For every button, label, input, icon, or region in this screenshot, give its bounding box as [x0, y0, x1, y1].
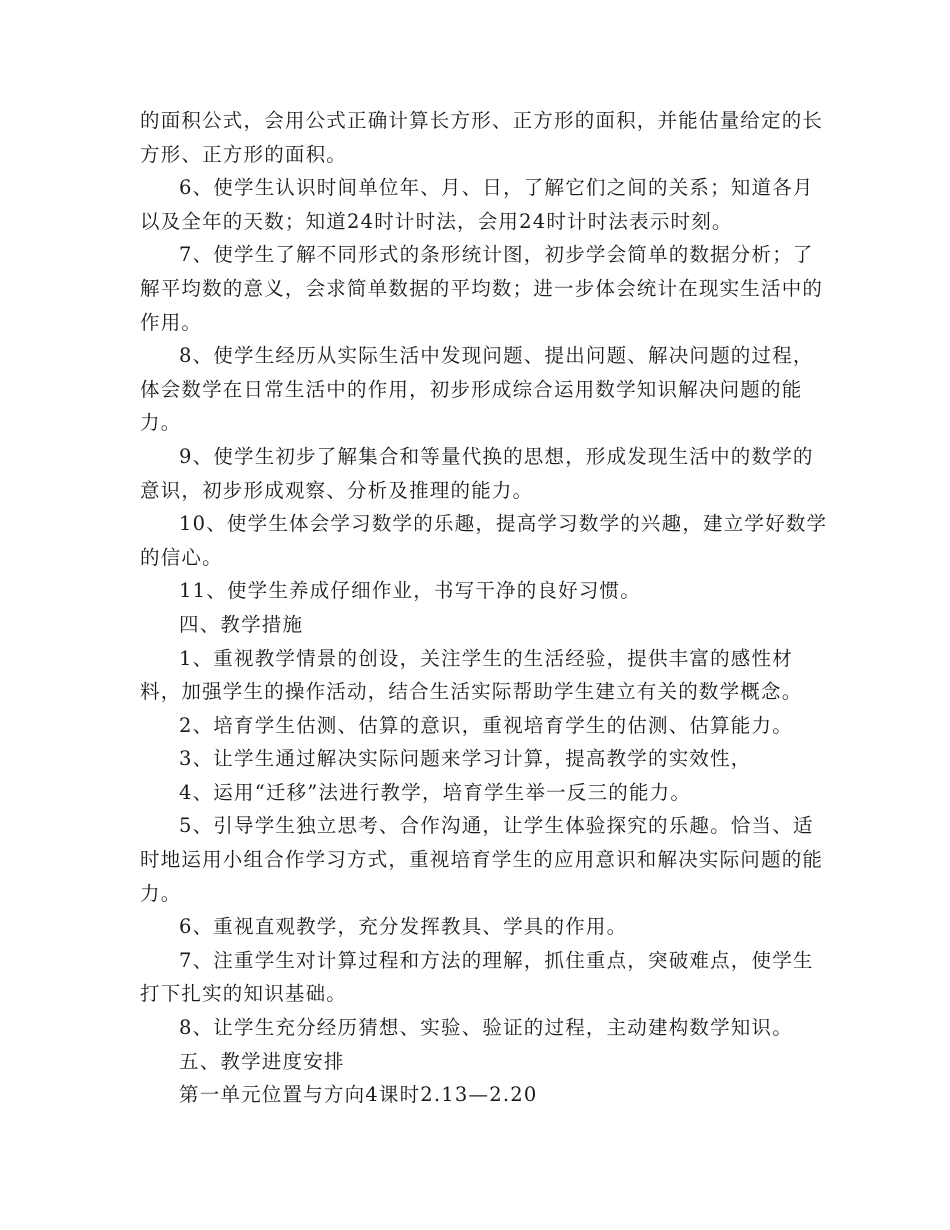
paragraph-measure-6: 6、重视直观教学，充分发挥教具、学具的作用。: [179, 915, 628, 939]
paragraph-measure-1: 1、重视教学情景的创设，关注学生的生活经验，提供丰富的感性材料，加强学生的操作活动，结合生活实际帮助学生建立有关的数学概念。: [140, 646, 803, 704]
paragraph-goal-7-statistics: 7、使学生了解不同形式的条形统计图，初步学会简单的数据分析；了解平均数的意义，会求简单数据的平均数；进一步体会统计在现实生活中的作用。: [140, 243, 824, 334]
paragraph-measure-4: 4、运用“迁移”法进行教学，培育学生举一反三的能力。: [179, 780, 692, 804]
paragraph-goal-6-time-units: 6、使学生认识时间单位年、月、日，了解它们之间的关系；知道各月以及全年的天数；知道24时计时法，会用24时计时法表示时刻。: [140, 176, 814, 233]
paragraph-goal-11-habits: 11、使学生养成仔细作业，书写干净的良好习惯。: [179, 579, 641, 603]
paragraph-measure-3: 3、让学生通过解决实际问题来学习计算，提高教学的实效性，: [179, 747, 752, 771]
paragraph-measure-7: 7、注重学生对计算过程和方法的理解，抓住重点，突破难点，使学生打下扎实的知识基础。: [140, 948, 814, 1006]
paragraph-measure-8: 8、让学生充分经历猜想、实验、验证的过程，主动建构数学知识。: [179, 1016, 793, 1040]
section-heading-teaching-measures: 四、教学措施: [179, 612, 304, 636]
paragraph-goal-10-interest: 10、使学生体会学习数学的乐趣，提高学习数学的兴趣，建立学好数学的信心。: [140, 512, 828, 569]
section-heading-schedule: 五、教学进度安排: [179, 1049, 345, 1073]
paragraph-goal-9-sets: 9、使学生初步了解集合和等量代换的思想，形成发现生活中的数学的意识，初步形成观察、分析及推理的能力。: [140, 444, 814, 502]
document-body: [140, 104, 830, 1112]
paragraph-measure-2: 2、培育学生估测、估算的意识，重视培育学生的估测、估算能力。: [179, 713, 793, 737]
paragraph-area-formula-continuation: 的面积公式，会用公式正确计算长方形、正方形的面积，并能估量给定的长方形、正方形的面积。: [140, 109, 824, 166]
paragraph-schedule-unit-1: 第一单元位置与方向4课时2.13—2.20: [179, 1083, 538, 1107]
paragraph-goal-8-problem-solving: 8、使学生经历从实际生活中发现问题、提出问题、解决问题的过程，体会数学在日常生活中的作用，初步形成综合运用数学知识解决问题的能力。: [140, 344, 814, 435]
paragraph-measure-5: 5、引导学生独立思考、合作沟通，让学生体验探究的乐趣。恰当、适时地运用小组合作学习方式，重视培育学生的应用意识和解决实际问题的能力。: [140, 814, 824, 905]
